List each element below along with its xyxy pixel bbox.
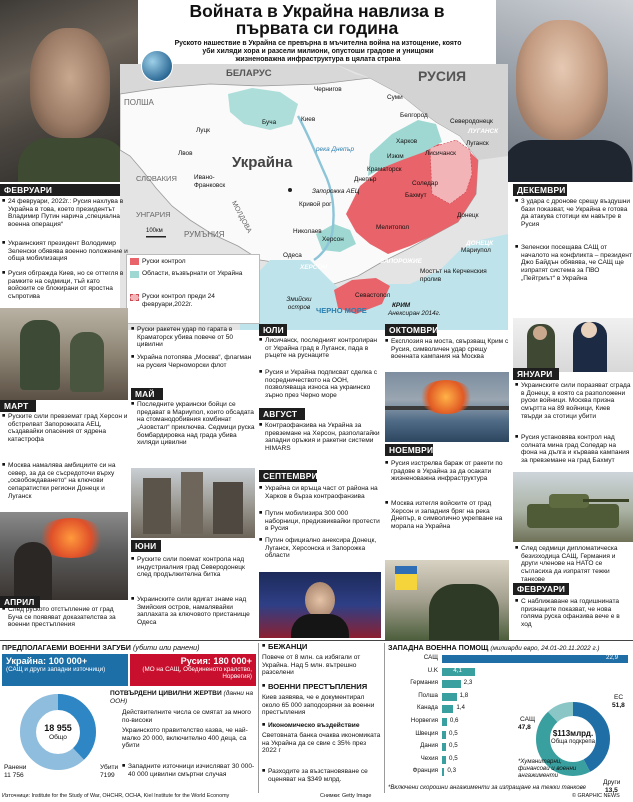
russia-losses-note: (МО на САЩ, Обединеното кралство, Норвегия) [142,666,252,681]
february2-photo-caption: ■ След седмици дипломатическа безизходица САЩ, Германия и други членове на НАТО се съгласиха да изпратят тежки танкове [515,545,632,583]
west-deaths-text: ■ Западните източници изчисляват 30 000-40 000 цивилни смъртни случая [122,763,256,778]
april-item: ■ Украйна потопява „Москва“, флагман на руския Черноморски флот [131,354,253,369]
march-item: ■ Москва намалява амбициите си на север, за да се съсредоточи върху „освобождаването“ на ключови сепаратистки региони Донецк и Луганск [2,462,128,500]
map-romania-label: РУМЪНИЯ [184,230,225,239]
section-header-april: АПРИЛ [0,596,40,608]
page-title-line1: Войната в Украйна навлиза в [189,1,445,21]
aid-bar-value: 1,4 [456,704,465,712]
aid-bar [442,756,446,764]
aid-bar-country-label: U.K [427,666,438,674]
biden-zelensky-photo [513,318,633,372]
april-item: ■ След руското отстъпление от град Буча се появяват доказателства за военни престъпления [2,606,128,629]
losses-header-note: (убити или ранени) [132,643,200,652]
civilians-title [110,690,256,705]
september-item: ■ Украйна си връща част от района на Харков в бърза контраофанзива [259,485,381,500]
aid-bar [442,705,453,713]
april-photo [0,512,128,600]
may-photo [131,468,255,538]
legend-before-feb24: Руски контрол преди 24 февруари,2022г. [142,293,215,308]
map-city-label: Киев [301,116,316,123]
map-city-label: Днепър [354,176,377,183]
aid-bar-country-label: САЩ [423,654,438,661]
map-city-label: Запорожка АЕЦ [312,188,360,195]
section-header-june: ЮНИ [131,540,161,552]
aid-bar-country-label: Франция [412,767,438,775]
aid-usa-label: САЩ [520,716,536,723]
aid-footnote: *Включени скорошни ангажименти за изпращане на тежки танкове [388,784,587,791]
globe-icon [141,50,173,82]
donut-killed-label: Убити [100,764,119,771]
aid-header-title: ЗАПАДНА ВОЕННА ПОМОЩ [388,643,489,652]
map-ukraine-label: Украйна [232,154,293,171]
september-item: ■ Путин официално анексира Донецк, Луганск, Херсонска и Запорожка области [259,537,381,560]
civilians-title-text: ПОТВЪРДЕНИ ЦИВИЛНИ ЖЕРТВИ [110,690,222,697]
aid-usa-value: 47,8 [518,724,531,731]
map-city-label: Мелитопол [376,224,410,231]
map-city-label: Луцк [196,127,210,134]
aid-bar-value: 4,1 [453,666,462,674]
map-hungary-label: УНГАРИЯ [136,210,171,219]
map-city-label: Донецк [457,212,479,219]
graphic-news-credit: © GRAPHIC NEWS [572,793,620,799]
december-item: ■ Зеленски посещава САЩ от началото на конфликта – президент Джо Байдън обявява, че САЩ ще изпратят система за ПВО „Пейтриът“ в Украйна [515,244,632,282]
russia-losses-label: Русия: 180 000+ [180,656,252,666]
aid-bar-country-label: Чехия [420,754,438,762]
october-photo [385,372,509,442]
map-luhansk-label: ЛУГАНСК [468,128,499,135]
aid-footnote-star: *Хуманитарни, финансови и военни ангажименти [518,758,577,780]
aid-bar-country-label: Канада [417,704,438,712]
december-item: ■ 3 удара с дронове срещу въздушни бази показват, че Украйна е готова да атакува стотици км навътре в Русия [515,198,632,229]
map-city-label: Одеса [283,252,302,259]
zaporizhzhia-npp-marker [288,188,292,192]
map-zaporizhzhia-label: ЗАПОРОЖИЕ [380,258,422,265]
aid-bar-value: 2,3 [463,679,473,687]
page-title-line2: първата си година [235,18,399,38]
economic-text: Световната банка очаква икономиката на Украйна да се свие с 35% през 2022 г [262,732,381,755]
aid-bar-value: 1,8 [459,691,469,699]
march-item: ■ Руските сили превземат град Херсон и обстрелват Запорожката АЕЦ, създавайки опасения от ядрена катастрофа [2,413,128,444]
donut-total-value: 18 955 [44,723,72,733]
map-city-label: Лвов [178,150,193,157]
section-header-november: НОЕМВРИ [385,444,433,456]
section-header-march: МАРТ [0,400,36,412]
october-item: ■ Експлозия на моста, свързващ Крим с Русия, символичен удар срещу военната кампания на Москва [385,338,509,361]
russia-losses-box [130,654,256,686]
aid-others-label: Други [603,779,621,786]
section-header-january: ЯНУАРИ [513,368,559,380]
ukraine-losses-label: Украйна: 100 000+ [6,656,88,666]
map-donetsk-label: ДОНЕЦК [466,240,494,247]
aid-others-value: 13,5 [605,787,618,794]
map-city-label: Краматорск [367,166,402,173]
map-city-label: Чернигов [314,86,342,93]
map-city-label: Буча [262,119,277,126]
ukraine-losses-box [2,654,128,686]
map-crimea-label: КРИМ [392,302,411,309]
june-item: ■ Украинските сили вдигат знаме над Змийския остров, намалявайки заплахата за ключовото пристанище Одеса [131,596,255,627]
bottom-divider [0,640,633,641]
refugees-header: ■ БЕЖАНЦИ [262,643,307,652]
donut-killed-value: 7199 [100,772,115,779]
section-header-may: МАЙ [131,388,163,400]
legend-russia-control: Руски контрол [142,258,186,265]
aid-bar-value: 0,5 [449,754,458,762]
section-header-august: АВГУСТ [259,408,305,420]
map-moldova-label: МОЛДОВА [229,200,253,235]
legend-swatch-reclaimed [130,271,139,278]
legend-reclaimed: Области, възвърнати от Украйна [142,270,243,277]
losses-header [2,643,199,652]
aid-bar-value: 22,9 [606,654,619,661]
refugees-text: Повече от 8 млн. са избягали от Украйна. Над 5 млн. вътрешно разселени [262,654,361,677]
aid-bar [442,718,447,726]
map-black-sea-label: ЧЕРНО МОРЕ [316,306,367,315]
map-city-label: Херсон [322,236,344,243]
aid-bar-country-label: Дания [420,742,438,750]
map-river-label: река Днепър [316,146,355,153]
aid-eu-label: ЕС [614,694,624,701]
september-photo [259,572,381,638]
february-item: ■ Украинският президент Володимир Зеленски обявява военно положение и обща мобилизация [2,240,128,263]
aid-bar [442,693,457,701]
putin-portrait-photo [496,0,633,182]
august-item: ■ Контраофанзива на Украйна за превземане на Херсон, разполагайки западни оръжия и ракетни системи HIMARS [259,422,381,453]
map-russia-label: РУСИЯ [418,68,467,84]
map-city-label: Севастопол [355,292,391,299]
aid-bar-country-label: Норвегия [410,717,438,724]
aid-donut-sub: Обща подкрепа [551,739,595,745]
map-city-label: Луганск [466,140,489,147]
crimes-text: Киев заявява, че е документирал около 65 000 заподозряни за военни престъпления [262,694,375,717]
section-header-october: ОКТОМВРИ [385,324,437,336]
donut-wounded-value: 11 756 [4,772,24,779]
aid-bar-value: 0,5 [449,729,458,737]
february-item: ■ 24 февруари, 2022г.: Русия нахлува в Украйна в това, което президентът Владимир Путин нарича „специална военна операция“ [2,198,128,229]
aid-bar-value: 0,3 [447,767,457,775]
subtitle-line3: жизненоважна инфраструктура в цялата страна [235,56,401,63]
january-item: ■ Русия установява контрол над солната мина град Соледар на фона на дълга и кървава кампания за превземане на град Бахмут [515,434,632,465]
zelensky-portrait-photo [0,0,138,182]
july-item: ■ Русия и Украйна подписват сделка с посредничеството на ООН, позволяваща износа на украинско зърно през Черно море [259,369,381,400]
donut-wounded-label: Ранени [4,764,27,771]
legend-swatch-before-feb24 [130,294,139,301]
donut-total-caption: Общо [49,734,67,741]
map-slovakia-label: СЛОВАКИЯ [136,174,177,183]
section-header-september: СЕПТЕМВРИ [259,470,317,482]
march-photo [0,308,128,400]
aid-bar-country-label: Германия [410,679,438,687]
middle-divider [258,643,259,793]
map-belarus-label: БЕЛАРУС [226,68,272,79]
section-header-february: ФЕВРУАРИ [0,184,120,196]
aid-bar-value: 0,5 [449,742,458,750]
map-city-label: Соледар [412,180,439,187]
crimes-header: ■ ВОЕННИ ПРЕСТЪПЛЕНИЯ [262,683,367,692]
map-city-label: Лисичанск [425,150,456,157]
map-poland-label: ПОЛША [124,98,154,107]
february-item: ■ Русия обгражда Киев, но се оттегля в рамките на седмици, тъй като войските се блокирани от яростна съпротива [2,270,128,301]
july-item: ■ Лисичанск, последният контролиран от Украйна град в Луганск, пада в ръцете на руснаците [259,337,381,360]
map-city-label: Мостът на Керченския пролив [420,268,487,283]
map-scale-label: 100км [146,228,163,234]
reconstruction-text: ■ Разходите за възстановяване се оценяват на $349 млрд. [262,768,382,783]
map-city-label: Николаев [293,228,322,235]
map-kherson-label: ХЕРСОН [300,264,327,271]
november-photo [385,560,509,640]
section-header-february2: ФЕВРУАРИ [513,583,569,595]
february2-item: ■ С наближаване на годишнината признаците показват, че нова голяма руска офанзива вече е в ход [515,598,632,629]
aid-donut-center: $113млрд. [552,729,594,738]
gov-deaths-text: Украинското правителство казва, че най-малко 20 000, включително 400 деца, са убити [122,727,248,750]
map-city-label: Мариупол [461,247,491,254]
economic-title: ■ Икономическо въздействие [262,722,382,730]
pictures-credit: Снимки: Getty Image [320,793,372,799]
november-item: ■ Русия изстрелва бараж от ракети по градове в Украйна за да осакати жизненоважна инфраструктура [385,460,509,483]
subtitle-line2: уби хиляди хора и разсели милиони, опустоши градове и унищожи [202,48,434,55]
map-city-label: Харков [396,138,418,145]
source-credit: Източници: Institute for the Study of War, OHCHR, OCHA, Kiel Institute for the World Economy [2,793,230,799]
legend-swatch-russia-control [130,258,139,265]
september-item: ■ Путин мобилизира 300 000 наборници, предизвиквайки протести в Русия [259,510,381,533]
aid-bar [442,743,446,751]
aid-bar-country-label: Швеция [415,729,438,737]
map-city-label: Белгород [400,112,428,119]
aid-bar [442,680,461,688]
civilians-text: Действителните числа се смятат за много по-високи [122,709,251,724]
aid-bar [442,768,444,776]
aid-header-note: (милиарди евро, 24.01-20.11.2022 г.) [490,645,600,652]
civilians-title-note: (данни на ООН) [110,690,254,705]
aid-divider [384,643,385,793]
april-item: ■ Руски ракетен удар по гарата в Краматорск убива повече от 50 цивилни [131,326,253,349]
june-item: ■ Руските сили поемат контрола над индустриалния град Северодонецк след продължителна битка [131,556,255,579]
aid-bar [442,655,628,663]
map-crimea-note: Анексиран 2014г. [388,310,441,317]
map-city-label: Кривой рог [299,201,332,208]
january-item: ■ Украинските сили поразяват сграда в Донецк, в която са разположени руски войници. Москва призна смъртта на 89 войници, Киев твърди за стотици убити [515,382,632,420]
aid-header [388,643,600,652]
map-city-label: Суми [387,94,403,101]
map-city-label: Изюм [387,153,404,160]
may-item: ■ Последните украински бойци се предават в Мариупол, които обсадата на стоманодобивния комбинат „Азовстал“ приключва. Седмици руска бомбардировка над града убива хиляди цивилни [131,401,255,447]
section-header-july: ЮЛИ [259,324,287,336]
aid-bar-value: 0,6 [449,717,459,724]
tanks-photo [513,472,633,542]
map-city-label: Северодонецк [450,118,493,125]
aid-bar-country-label: Полша [418,691,438,699]
november-item: ■ Москва изтегля войските от град Херсон и западния бряг на река Днепър, в символично укрепване на морала на Украйна [385,500,509,531]
section-header-december: ДЕКЕМВРИ [513,184,567,196]
losses-header-title: ПРЕДПОЛАГАЕМИ ВОЕННИ ЗАГУБИ [2,643,131,652]
map-city-label: Змийски остров [286,296,312,311]
aid-eu-value: 51,8 [612,702,625,709]
map-city-label: Ивано-Франковск [194,174,226,189]
map-city-label: Бахмут [405,192,427,199]
aid-bar [442,731,446,739]
ukraine-losses-note: (САЩ и други западни източници) [6,666,106,673]
subtitle-line1: Руското нашествие в Украйна се превърна в мъчителна война на изтощение, която [174,40,462,47]
